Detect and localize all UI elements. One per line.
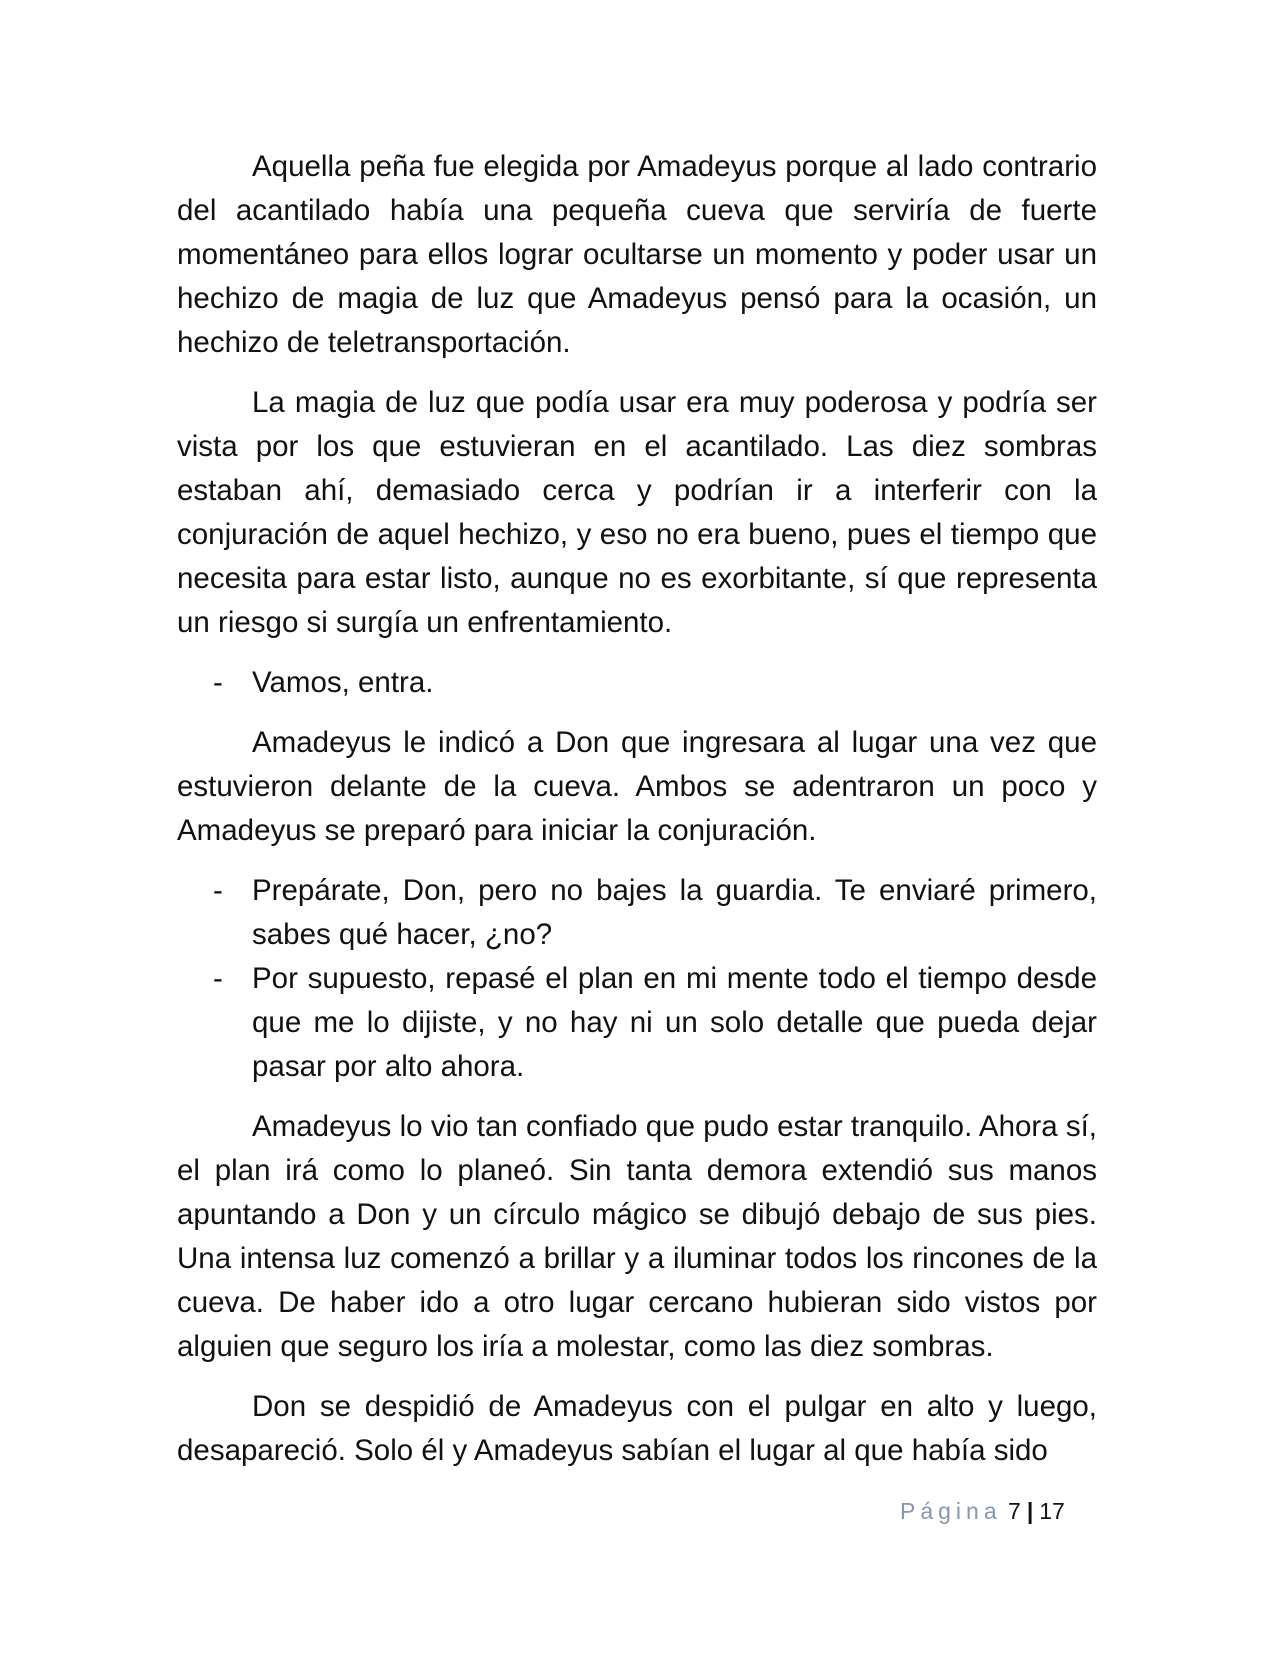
page-number: 7 [1008,1498,1021,1524]
dialogue-dash: - [213,666,223,699]
paragraph: Amadeyus le indicó a Don que ingresara al lugar una vez que estuvieron delante de la cueva. Ambos se adentraron un poco y Amadeyus se preparó para iniciar la conjuración. [177,726,1097,847]
dialogue-dash: - [213,962,223,995]
dialogue-dash: - [213,874,223,907]
dialogue-text: Por supuesto, repasé el plan en mi mente todo el tiempo desde que me lo dijiste, y no hay ni un solo detalle que pueda dejar pasar por alto ahora. [252,962,1097,1083]
dialogue-line [177,957,1097,1089]
paragraph: Amadeyus lo vio tan confiado que pudo estar tranquilo. Ahora sí, el plan irá como lo planeó. Sin tanta demora extendió sus manos apuntando a Don y un círculo mágico se dibujó debajo de sus pies. Una intensa luz comenzó a brillar y a iluminar todos los rincones de la cueva. De haber ido a otro lugar cercano hubieran sido vistos por alguien que seguro los iría a molestar, como las diez sombras. [177,1110,1097,1363]
paragraph: La magia de luz que podía usar era muy poderosa y podría ser vista por los que estuvieran en el acantilado. Las diez sombras estaban ahí, demasiado cerca y podrían ir a interferir con la conjuración de aquel hechizo, y eso no era bueno, pues el tiempo que necesita para estar listo, aunque no es exorbitante, sí que representa un riesgo si surgía un enfrentamiento. [177,386,1097,639]
dialogue-text: Vamos, entra. [252,666,434,699]
paragraph: Aquella peña fue elegida por Amadeyus porque al lado contrario del acantilado había una pequeña cueva que serviría de fuerte momentáneo para ellos lograr ocultarse un momento y poder usar un hechizo de magia de luz que Amadeyus pensó para la ocasión, un hechizo de teletransportación. [177,150,1097,359]
dialogue-text: Prepárate, Don, pero no bajes la guardia. Te enviaré primero, sabes qué hacer, ¿no? [252,874,1097,951]
dialogue-line [177,661,1097,705]
paragraph: Don se despidió de Amadeyus con el pulgar en alto y luego, desapareció. Solo él y Amadeyus sabían el lugar al que había sido [177,1390,1097,1467]
dialogue-line [177,869,1097,957]
page-total: 17 [1039,1498,1065,1524]
page-separator: | [1026,1498,1034,1524]
page-label: Página [900,1498,1002,1524]
page-footer [900,1496,1080,1526]
body-text [177,145,1097,1489]
